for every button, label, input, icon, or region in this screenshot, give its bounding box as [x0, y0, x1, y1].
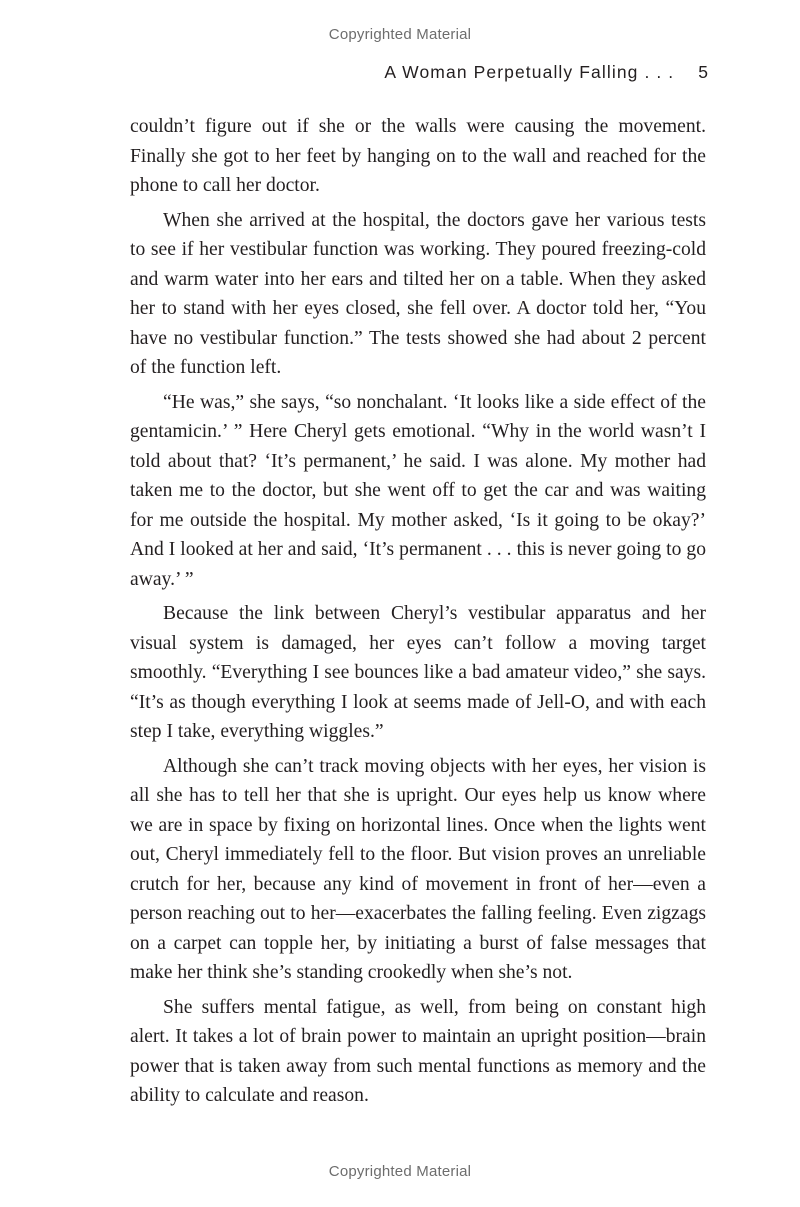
running-header: [384, 62, 708, 83]
paragraph-continued: couldn’t figure out if she or the walls were causing the movement. Finally she got to her feet by hanging on to the wall and reached for the phone to call her doctor.: [130, 116, 706, 196]
paragraph: Because the link between Cheryl’s vestibular apparatus and her visual system is damaged, her eyes can’t follow a moving target smoothly. “Everything I see bounces like a bad amateur video,” she says. “It’s as though everything I look at seems made of Jell-O, and with each step I take, everything wiggles.”: [130, 603, 706, 742]
copyright-watermark-top: Copyrighted Material: [328, 26, 472, 43]
body-text: [130, 112, 706, 1116]
page-number: 5: [698, 62, 708, 82]
copyright-watermark-bottom: Copyrighted Material: [328, 1163, 472, 1180]
paragraph: When she arrived at the hospital, the doctors gave her various tests to see if her vestibular function was working. They poured freezing-cold and warm water into her ears and tilted her on a table. When they asked her to stand with her eyes closed, she fell over. A doctor told her, “You have no vestibular function.” The tests showed she had about 2 percent of the function left.: [130, 209, 706, 378]
paragraph: Although she can’t track moving objects with her eyes, her vision is all she has to tell her that she is upright. Our eyes help us know where we are in space by fixing on horizontal lines. Once when the lights went out, Cheryl immediately fell to the floor. But vision proves an unreliable crutch for her, because any kind of movement in front of her—even a person reaching out to her—exacerbates the falling feeling. Even zigzags on a carpet can topple her, by initiating a burst of false messages that make her think she’s standing crookedly when she’s not.: [130, 755, 706, 983]
paragraph: She suffers mental fatigue, as well, from being on constant high alert. It takes a lot of brain power to maintain an upright position—brain power that is taken away from such mental functions as memory and the ability to calculate and reason.: [130, 996, 706, 1106]
paragraph: “He was,” she says, “so nonchalant. ‘It looks like a side effect of the gentamicin.’ ” Here Cheryl gets emotional. “Why in the world wasn’t I told about that? ‘It’s permanent,’ he said. I was alone. My mother had taken me to the doctor, but she went off to get the car and was waiting for me outside the hospital. My mother asked, ‘Is it going to be okay?’ And I looked at her and said, ‘It’s permanent . . . this is never going to go away.’ ”: [130, 391, 706, 590]
running-title: A Woman Perpetually Falling . . .: [384, 62, 675, 82]
